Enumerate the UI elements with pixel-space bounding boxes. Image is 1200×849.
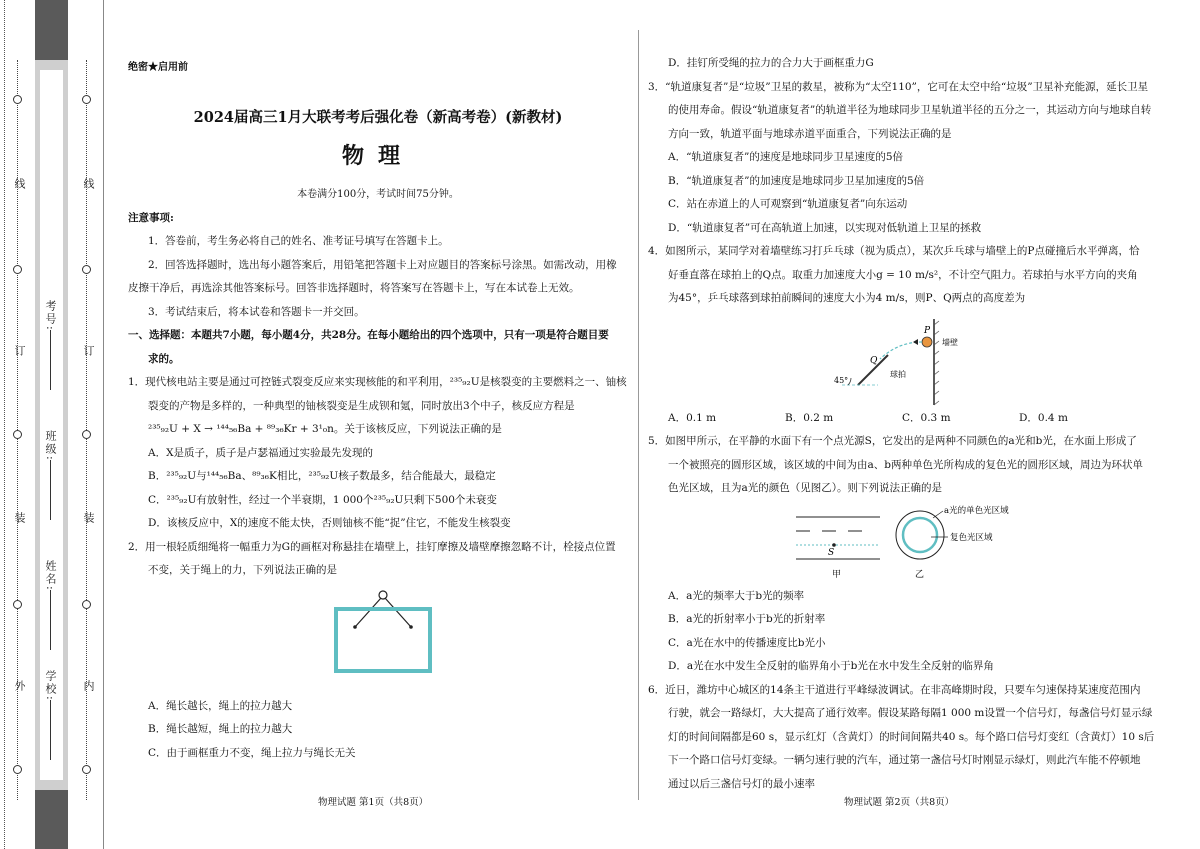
q2-option-b[interactable]: B．绳长越短，绳上的拉力越大 [148,723,293,735]
q4-stem-3: 为45°，乒乓球落到球拍前瞬间的速度大小为4 m/s，则P、Q两点的高度差为 [668,292,1026,304]
q4-point-p: P [924,325,931,336]
q2-option-d[interactable]: D．挂钉所受绳的拉力的合力大于画框重力G [668,57,874,69]
binding-label-zhuang-inner: 装 [82,512,95,525]
notice-item-2: 2．回答选择题时，选出每小题答案后，用铅笔把答题卡上对应题目的答案标号涂黑。如需改动，用橡 [148,258,617,271]
q4-stem-1: 4．如图所示，某同学对着墙壁练习打乒乓球（视为质点），某次乒乓球与墙壁上的P点碰撞后水平弹离，恰 [648,245,1140,257]
q3-option-c[interactable]: C．站在赤道上的人可观察到“轨道康复者”向东运动 [668,198,908,210]
exam-info: 本卷满分100分，考试时间75分钟。 [297,189,459,200]
q2-stem-2: 不变，关于绳上的力，下列说法正确的是 [148,564,337,576]
q4-wall-pingpong-figure [834,315,988,407]
column-divider [638,30,639,800]
binding-margin [0,0,105,849]
q6-stem-3: 灯的时间间隔都是60 s，显示红灯（含黄灯）的时间间隔共40 s。每个路口信号灯变红（含黄灯）10 s后 [668,730,1155,743]
binding-ring [13,430,22,439]
q4-option-b[interactable]: B．0.2 m [785,411,834,424]
section-1-heading-cont: 求的。 [148,352,180,365]
binding-ring [82,430,91,439]
binding-field-name: 姓名: [44,560,57,592]
binding-label-ding: 订 [13,345,26,358]
q6-stem-5: 通过以后三盏信号灯的最小速率 [668,777,815,790]
binding-label-ding-inner: 订 [82,345,95,358]
q3-option-a[interactable]: A．“轨道康复者”的速度是地球同步卫星速度的5倍 [668,151,903,163]
q5-mixed-region-label: 复色光区域 [950,532,993,543]
q5-source-label: S [828,547,835,558]
q1-stem-3: ²³⁵₉₂U + X → ¹⁴⁴₅₆Ba + ⁸⁹₃₆Kr + 3¹₀n。关于该核反应，下列说法正确的是 [148,423,502,435]
binding-ring [13,765,22,774]
q2-option-a[interactable]: A．绳长越长，绳上的拉力越大 [148,699,293,712]
q5-figure-space [648,501,1168,585]
notice-item-1: 1．答卷前，考生务必将自己的姓名、准考证号填写在答题卡上。 [148,235,449,247]
binding-label-xian: 线 [13,178,26,191]
exam-title: 2024届高三1月大联考考后强化卷（新高考卷）(新教材) [193,108,563,126]
q4-option-c[interactable]: C．0.3 m [902,411,951,424]
page-1-column [128,56,628,765]
binding-ring [82,265,91,274]
binding-ring [82,95,91,104]
binding-ring [13,95,22,104]
q5-option-c[interactable]: C．a光在水中的传播速度比b光小 [668,636,826,649]
q5-a-region-label: a光的单色光区域 [944,505,1009,516]
q2-stem-1: 2．用一根轻质细绳将一幅重力为G的画框对称悬挂在墙壁上，挂钉摩擦及墙壁摩擦忽略不计，栓接点位置 [128,540,616,553]
binding-field-class: 班级: [44,430,57,462]
subject-title: 物理 [341,143,414,169]
binding-dark-block-top [35,0,68,60]
binding-field-number-line[interactable] [50,330,51,390]
q4-wall-label: 墙壁 [942,337,958,347]
page-2-column [648,52,1168,796]
q4-figure-space [648,311,1168,407]
q5-stem-2: 一个被照亮的圆形区域，该区域的中间为由a、b两种单色光所构成的复色光的圆形区域，周边为环状单 [668,458,1143,471]
secret-label: 绝密★启用前 [128,62,188,73]
binding-field-number: 考号: [44,300,57,332]
q2-picture-frame-figure [328,587,438,691]
notice-item-2-cont: 皮擦干净后，再选涂其他答案标号。回答非选择题时，将答案写在答题卡上，写在本试卷上无效。 [128,282,580,294]
q4-point-q: Q [870,355,878,366]
binding-field-name-line[interactable] [50,590,51,650]
q1-stem-2: 裂变的产物是多样的，一种典型的铀核裂变是生成钡和氪，同时放出3个中子，核反应方程是 [148,399,575,412]
page-2-footer: 物理试题 第2页（共8页） [844,797,955,808]
binding-ring [82,600,91,609]
q2-figure-space [128,583,628,695]
q2-option-c[interactable]: C．由于画框重力不变，绳上拉力与绳长无关 [148,746,356,759]
q3-stem-1: 3．“轨道康复者”是“垃圾”卫星的救星，被称为“太空110”，它可在太空中给“垃圾”卫星补充能源，延长卫星 [648,80,1149,93]
q4-option-d[interactable]: D．0.4 m [1019,411,1068,424]
q3-stem-3: 方向一致，轨道平面与地球赤道平面重合，下列说法正确的是 [668,127,952,140]
q5-stem-3: 色光区域，且为a光的颜色（见图乙）。则下列说法正确的是 [668,482,943,494]
q3-option-d[interactable]: D．“轨道康复者”可在高轨道上加速，以实现对低轨道上卫星的拯救 [668,221,982,234]
q6-stem-1: 6．近日，潍坊中心城区的14条主干道进行平峰绿波调试。在非高峰期时段，只要车匀速保持某速度范围内 [648,683,1141,696]
q1-option-d[interactable]: D．该核反应中，X的速度不能太快，否则铀核不能“捉”住它，不能发生核裂变 [148,517,511,529]
binding-label-zhuang: 装 [13,512,26,525]
q4-stem-2: 好垂直落在球拍上的Q点。取重力加速度大小g = 10 m/s²，不计空气阻力。若球拍与水平方向的夹角 [668,268,1138,281]
binding-ring [13,600,22,609]
binding-ring [13,265,22,274]
q5-option-a[interactable]: A．a光的频率大于b光的频率 [668,589,805,602]
binding-field-school: 学校: [44,670,57,702]
binding-dark-block-bottom [35,790,68,849]
q4-angle-label: 45° [834,375,849,385]
binding-label-nei: 内 [82,680,95,693]
notice-heading: 注意事项: [128,211,174,224]
notice-item-3: 3．考试结束后，将本试卷和答题卡一并交回。 [148,305,365,318]
q1-option-b[interactable]: B．²³⁵₉₂U与¹⁴⁴₅₆Ba、⁸⁹₃₆K相比，²³⁵₉₂U核子数最多，结合能最大，最稳定 [148,470,496,482]
section-1-heading: 一、选择题：本题共7小题，每小题4分，共28分。在每小题给出的四个选项中，只有一项是符合题目要 [128,329,609,341]
q5-stem-1: 5．如图甲所示，在平静的水面下有一个点光源S，它发出的是两种不同颜色的a光和b光，在水面上形成了 [648,435,1137,447]
q5-option-d[interactable]: D．a光在水中发生全反射的临界角小于b光在水中发生全反射的临界角 [668,660,994,672]
q6-stem-2: 行驶，就会一路绿灯，大大提高了通行效率。假设某路每隔1 000 m设置一个信号灯，每盏信号灯显示绿 [668,707,1153,719]
q4-option-a[interactable]: A．0.1 m [668,411,717,424]
q1-stem-1: 1．现代核电站主要是通过可控链式裂变反应来实现核能的和平利用，²³⁵₉₂U是核裂变的主要燃料之一、铀核 [128,376,627,388]
q3-stem-2: 的使用寿命。假设“轨道康复者”的轨道半径为地球同步卫星轨道半径的五分之一，其运动方向与地球自转 [668,104,1152,116]
binding-field-school-line[interactable] [50,700,51,760]
q5-light-source-figure [788,501,1048,583]
q1-option-c[interactable]: C．²³⁵₉₂U有放射性，经过一个半衰期，1 000个²³⁵₉₂U只剩下500个未衰变 [148,493,497,506]
q5-label-jia: 甲 [832,569,842,580]
q1-option-a[interactable]: A．X是质子，质子是卢瑟福通过实验最先发现的 [148,446,374,459]
q3-option-b[interactable]: B．“轨道康复者”的加速度是地球同步卫星加速度的5倍 [668,174,925,187]
binding-ring [82,765,91,774]
q4-options [648,407,1168,431]
q6-stem-4: 下一个路口信号灯变绿。一辆匀速行驶的汽车，通过第一盏信号灯时刚显示绿灯，则此汽车能不停顿地 [668,754,1141,766]
binding-label-xian-inner: 线 [82,178,95,191]
q5-option-b[interactable]: B．a光的折射率小于b光的折射率 [668,613,826,625]
q4-racket-label: 球拍 [890,369,906,379]
q5-label-yi: 乙 [915,569,925,580]
binding-dotted-line-outer [4,0,6,849]
binding-label-wai: 外 [13,680,26,693]
page-1-footer: 物理试题 第1页（共8页） [318,797,429,808]
binding-edge [103,0,104,849]
binding-field-class-line[interactable] [50,460,51,520]
